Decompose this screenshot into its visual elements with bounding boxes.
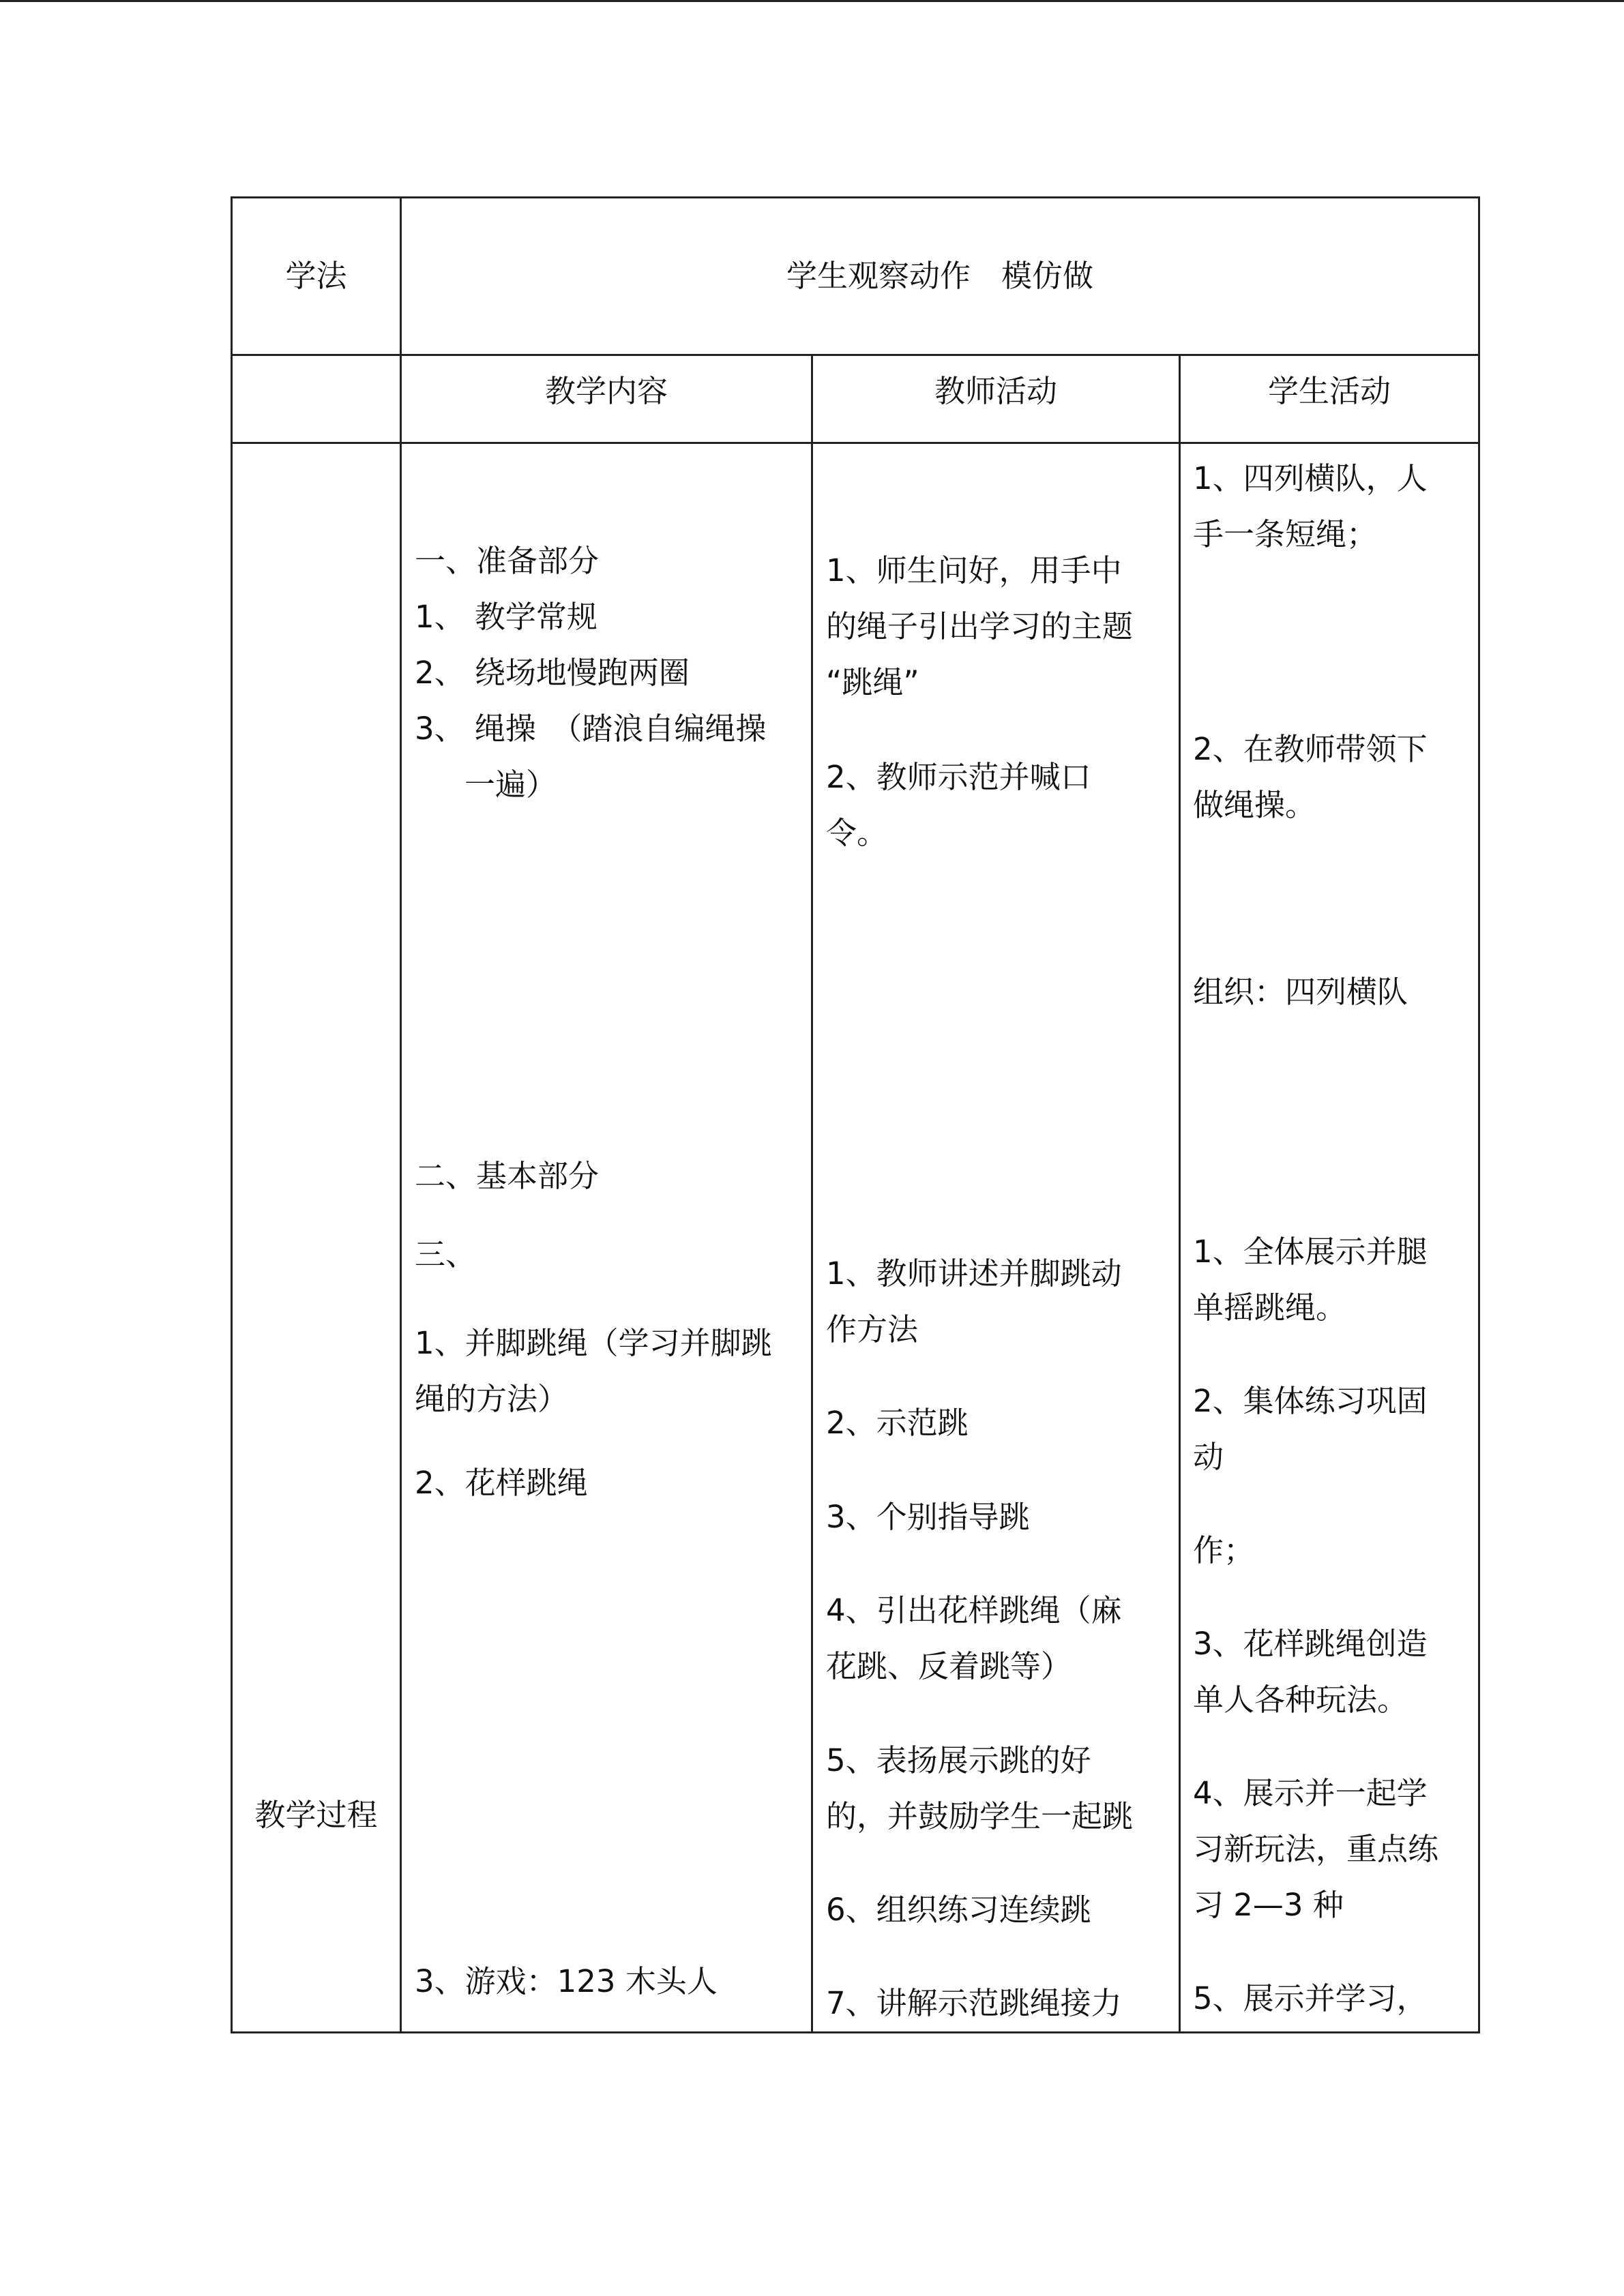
teacher-line: 6、组织练习连续跳 [826,1892,1091,1928]
header-teacher-activity: 教师活动 [934,373,1057,409]
page-top-border [0,0,1624,2]
row-divider-2 [233,442,1478,444]
col-divider-1 [400,198,402,2031]
col-divider-3 [1179,354,1181,2031]
student-line: 2、集体练习巩固 [1193,1383,1428,1419]
teacher-line: 4、引出花样跳绳（麻 [826,1592,1122,1628]
student-line: 组织：四列横队 [1193,974,1408,1010]
student-line: 习 2—3 种 [1193,1887,1344,1923]
student-line: 单人各种玩法。 [1193,1682,1408,1718]
content-line: 1、 教学常规 [415,599,597,635]
lesson-plan-table [231,196,1480,2033]
teacher-line: 2、示范跳 [826,1405,969,1441]
content-line: 三、 [415,1236,477,1272]
student-line: 做绳操。 [1193,787,1316,823]
header-student-activity: 学生活动 [1267,373,1391,409]
teacher-line: 5、表扬展示跳的好 [826,1742,1091,1778]
student-line: 4、展示并一起学 [1193,1775,1428,1811]
student-line: 2、在教师带领下 [1193,731,1428,767]
student-line: 1、四列横队，人 [1193,460,1428,496]
content-line: 1、并脚跳绳（学习并脚跳 [415,1325,772,1361]
content-line: 3、 绳操 （踏浪自编绳操 [415,711,767,747]
col-divider-2 [811,354,813,2031]
content-line: 一遍） [464,766,557,803]
student-line: 3、花样跳绳创造 [1193,1626,1428,1662]
teacher-line: 1、师生问好，用手中 [826,552,1122,588]
content-line: 绳的方法） [415,1381,569,1417]
xuefa-label: 学法 [285,258,347,294]
student-line: 手一条短绳； [1193,516,1378,552]
teacher-line: 的，并鼓励学生一起跳 [826,1798,1134,1834]
teacher-line: 花跳、反着跳等） [826,1648,1072,1684]
row-divider-1 [233,354,1478,356]
teacher-line: 令。 [826,815,888,851]
xuefa-content: 学生观察动作 模仿做 [786,258,1093,294]
content-line: 2、 绕场地慢跑两圈 [415,655,690,691]
student-line: 动 [1193,1439,1224,1475]
content-line: 二、基本部分 [415,1158,600,1194]
teacher-line: 的绳子引出学习的主题 [826,608,1134,644]
student-line: 习新玩法，重点练 [1193,1831,1439,1867]
teacher-line: 7、讲解示范跳绳接力 [826,1985,1122,2021]
teacher-line: 2、教师示范并喊口 [826,759,1091,795]
content-line: 2、花样跳绳 [415,1465,588,1501]
teacher-line: “跳绳” [826,664,919,700]
student-line: 作； [1193,1532,1255,1568]
teacher-line: 1、教师讲述并脚跳动 [826,1255,1122,1292]
content-line: 一、准备部分 [415,543,600,579]
student-line: 1、全体展示并腿 [1193,1234,1428,1270]
student-line: 5、展示并学习， [1193,1980,1428,2016]
process-label: 教学过程 [254,1797,378,1833]
student-line: 单摇跳绳。 [1193,1289,1347,1326]
teacher-line: 3、个别指导跳 [826,1499,1030,1535]
content-line: 3、游戏：123 木头人 [415,1963,718,1999]
teacher-line: 作方法 [826,1311,919,1347]
header-teaching-content: 教学内容 [544,373,668,409]
